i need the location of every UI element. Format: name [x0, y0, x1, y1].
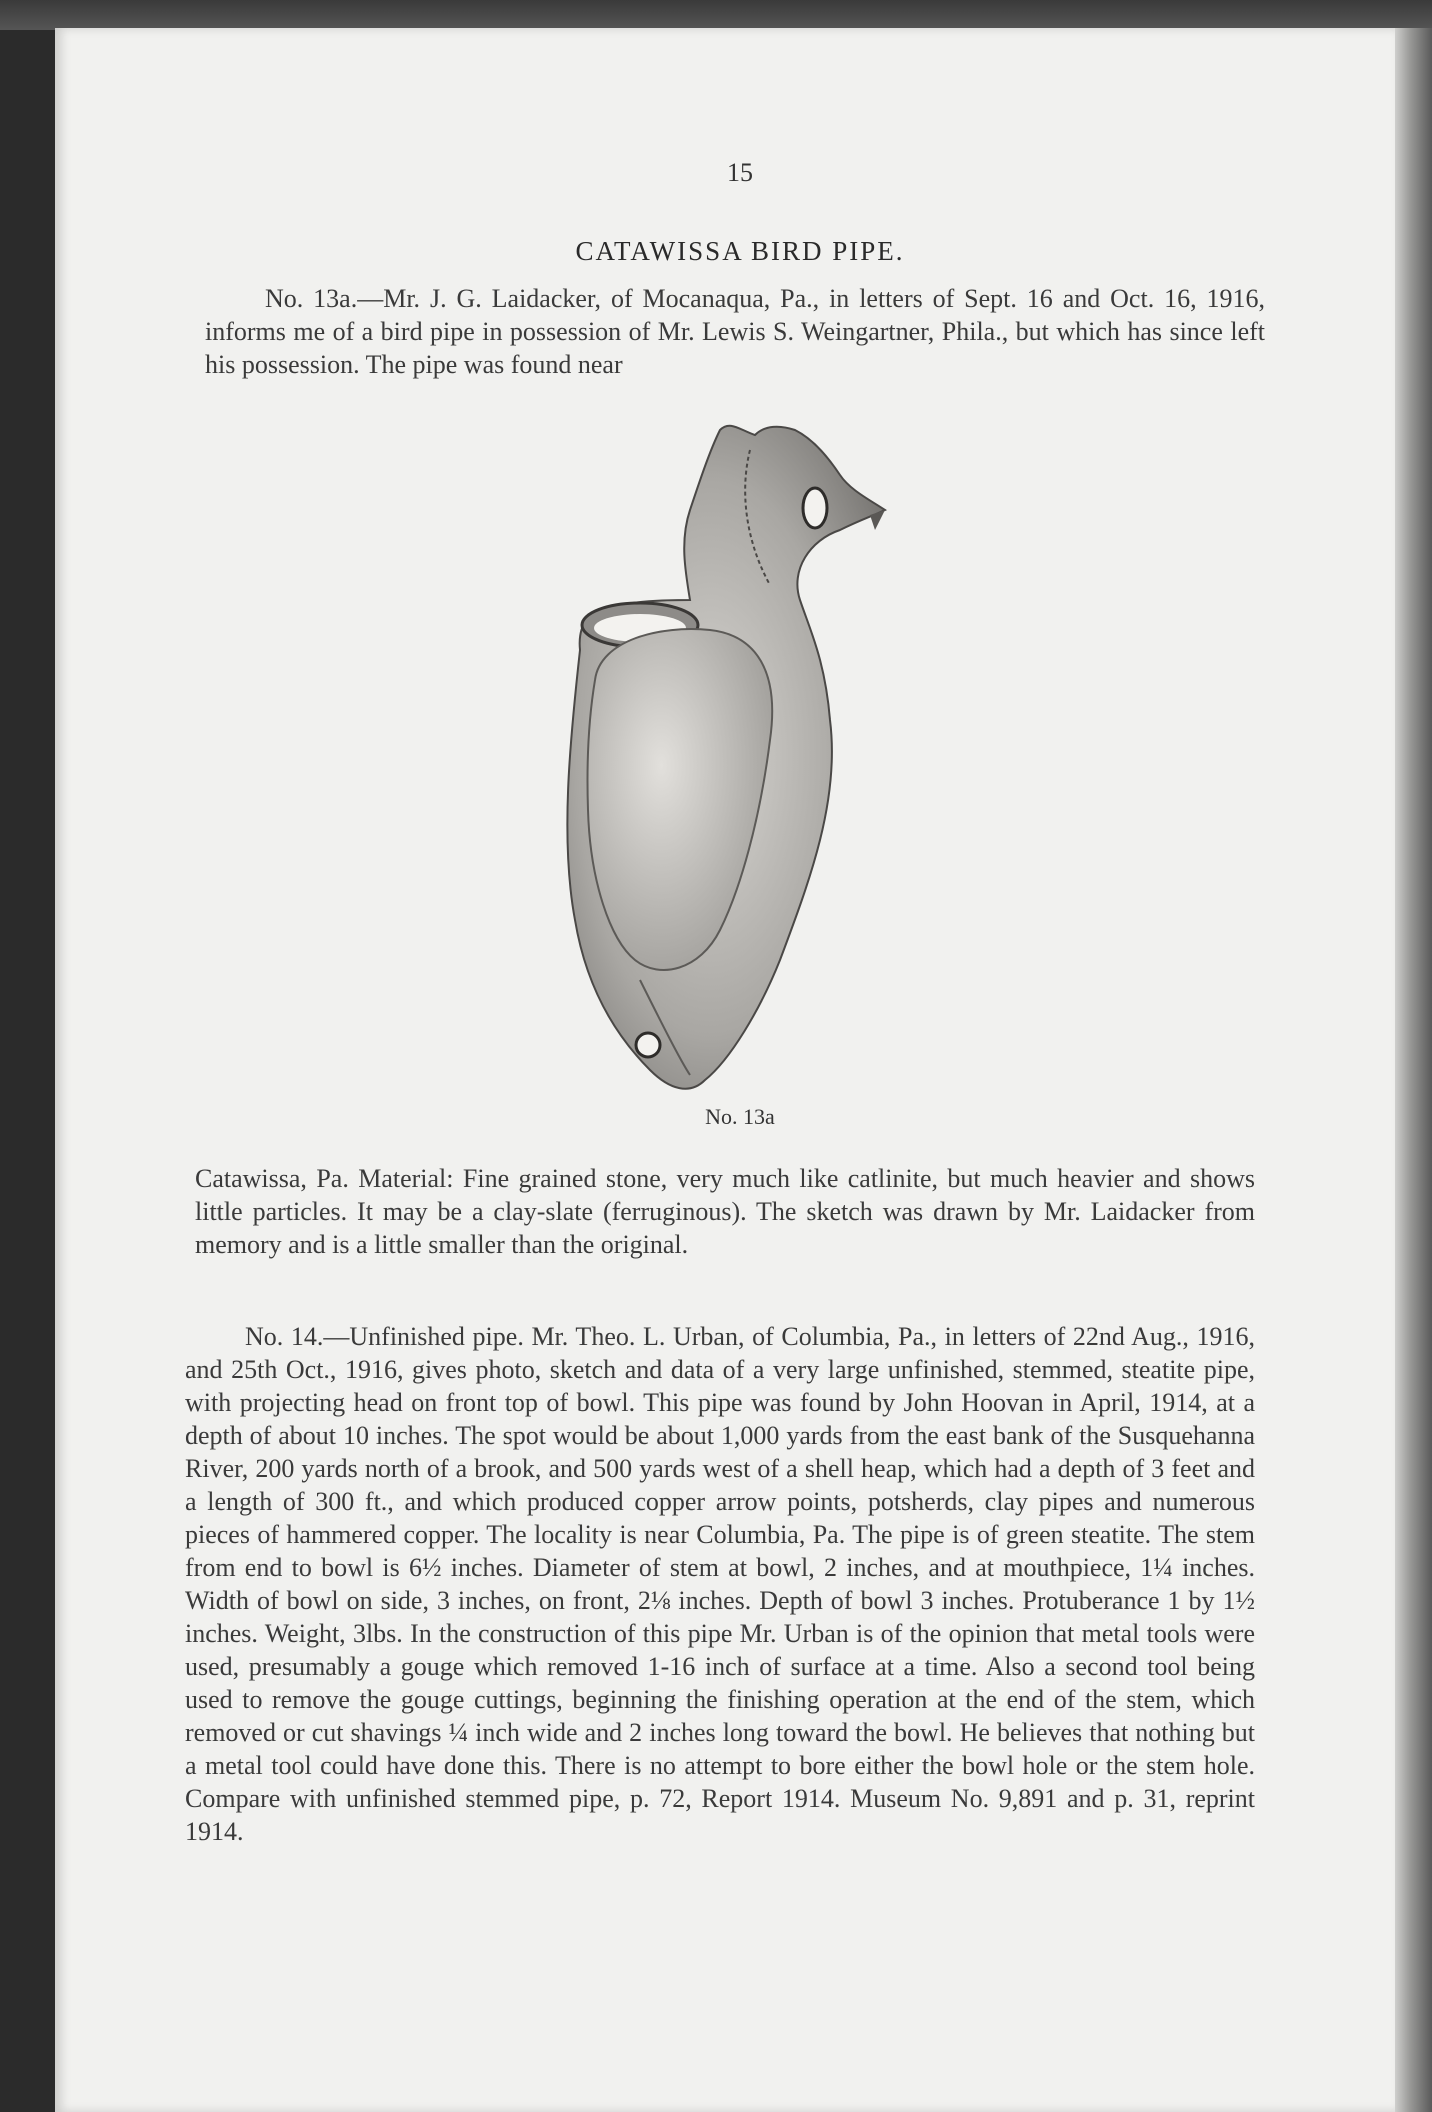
paragraph-intro: [205, 282, 1265, 381]
figure-caption: No. 13a: [705, 1104, 775, 1129]
paragraph-unfinished-pipe-text: No. 14.—Unfinished pipe. Mr. Theo. L. Urban, of Columbia, Pa., in letters of 22nd Aug., 1916, and 25th Oct., 1916, gives photo, sketch and data of a very large unfinished, stemmed, steatite pipe, with projecting head on front top of bowl. This pipe was found by John Hoovan in April, 1914, at a depth of about 10 inches. The spot would be about 1,000 yards from the east bank of the Susquehanna River, 200 yards north of a brook, and 500 yards west of a shell heap, which had a depth of 3 feet and a length of 300 ft., and which produced copper arrow points, potsherds, clay pipes and numerous pieces of hammered copper. The locality is near Columbia, Pa. The pipe is of green steatite. The stem from end to bowl is 6½ inches. Diameter of stem at bowl, 2 inches, and at mouthpiece, 1¼ inches. Width of bowl on side, 3 inches, on front, 2⅛ inches. Depth of bowl 3 inches. Protuberance 1 by 1½ inches. Weight, 3lbs. In the construction of this pipe Mr. Urban is of the opinion that metal tools were used, presumably a gouge which removed 1-16 inch of surface at a time. Also a second tool being used to remove the gouge cuttings, beginning the finishing operation at the end of the stem, which removed or cut shavings ¼ inch wide and 2 inches long toward the bowl. He believes that nothing but a metal tool could have done this. There is no attempt to bore either the bowl hole or the stem hole. Compare with unfinished stemmed pipe, p. 72, Report 1914. Museum No. 9,891 and p. 31, reprint 1914.: [185, 1322, 1255, 1846]
page-edge-shadow: [1395, 28, 1432, 2112]
paragraph-material: Catawissa, Pa. Material: Fine grained stone, very much like catlinite, but much heavier and shows little particles. It may be a clay-slate (ferruginous). The sketch was drawn by Mr. Laidacker from memory and is a little smaller than the original.: [195, 1164, 1255, 1259]
eye: [803, 488, 827, 528]
section-title: CATAWISSA BIRD PIPE.: [575, 236, 905, 266]
bird-pipe-illustration: [540, 420, 920, 1100]
paragraph-unfinished-pipe: [185, 1320, 1255, 1848]
paragraph-intro-text: No. 13a.—Mr. J. G. Laidacker, of Mocanaqua, Pa., in letters of Sept. 16 and Oct. 16, 1916, informs me of a bird pipe in possession of Mr. Lewis S. Weingartner, Phila., but which has since left his possession. The pipe was found near: [205, 284, 1265, 379]
page-number: 15: [727, 158, 753, 187]
stem-hole: [636, 1033, 660, 1057]
scan-background: [0, 0, 1432, 30]
